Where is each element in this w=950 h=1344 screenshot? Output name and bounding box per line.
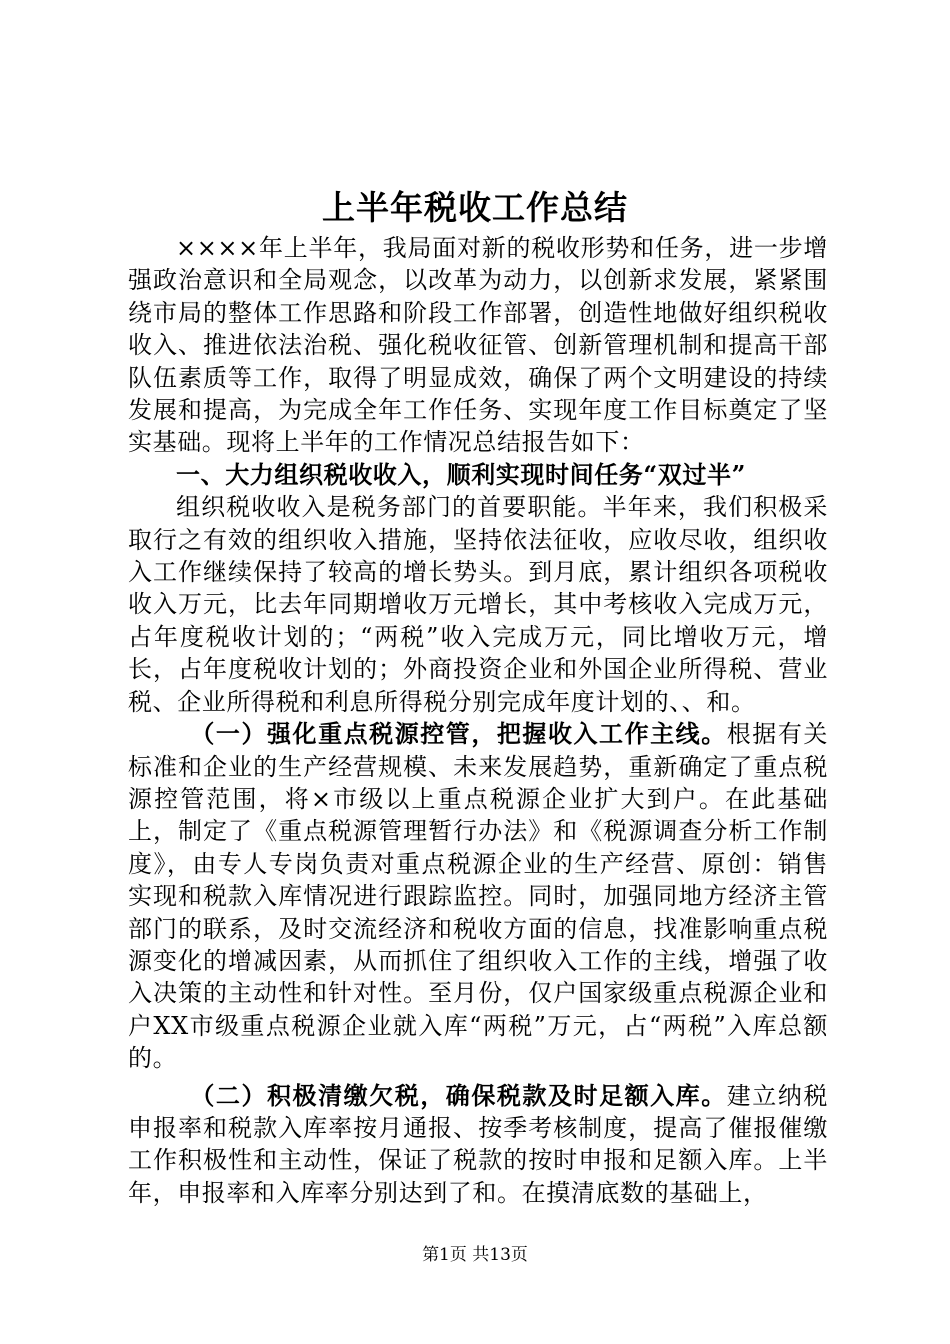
subsection-1-paragraph <box>128 718 828 1074</box>
section-1-paragraph: 组织税收收入是税务部门的首要职能。半年来，我们积极采取行之有效的组织收入措施，坚持依法征收，应收尽收，组织收入工作继续保持了较高的增长势头。到月底，累计组织各项税收收入万元，比去年同期增收万元增长，其中考核收入完成万元，占年度税收计划的；“两税”收入完成万元，同比增收万元，增长，占年度税收计划的；外商投资企业和外国企业所得税、营业税、企业所得税和利息所得税分别完成年度计划的、、和。 <box>128 493 828 716</box>
document-body <box>128 232 828 1209</box>
subsection-1-lead: （一）强化重点税源控管，把握收入工作主线。 <box>190 719 727 749</box>
section-heading-1: 一、大力组织税收收入，顺利实现时间任务“双过半” <box>176 459 747 489</box>
subsection-1-body: 根据有关标准和企业的生产经营规模、未来发展趋势，重新确定了重点税源控管范围，将×市级以上重点税源企业扩大到户。在此基础上，制定了《重点税源管理暂行办法》和《税源调查分析工作制度》，由专人专岗负责对重点税源企业的生产经营、原创：销售实现和税款入库情况进行跟踪监控。同时，加强同地方经济主管部门的联系，及时交流经济和税收方面的信息，找准影响重点税源变化的增减因素，从而抓住了组织收入工作的主线，增强了收入决策的主动性和针对性。至月份，仅户国家级重点税源企业和户XX市级重点税源企业就入库“两税”万元，占“两税”入库总额的。 <box>128 720 828 1073</box>
subsection-2-lead: （二）积极清缴欠税，确保税款及时足额入库。 <box>190 1080 727 1110</box>
page-footer: 第1页 共13页 <box>422 1245 528 1265</box>
subsection-2-paragraph <box>128 1080 828 1210</box>
document-title: 上半年税收工作总结 <box>322 188 628 227</box>
subsection-2-body: 建立纳税申报率和税款入库率按月通报、按季考核制度，提高了催报催缴工作积极性和主动性，保证了税款的按时申报和足额入库。上半年，申报率和入库率分别达到了和。在摸清底数的基础上， <box>128 1081 828 1207</box>
intro-paragraph: ××××年上半年，我局面对新的税收形势和任务，进一步增强政治意识和全局观念，以改革为动力，以创新求发展，紧紧围绕市局的整体工作思路和阶段工作部署，创造性地做好组织税收收入、推进依法治税、强化税收征管、创新管理机制和提高干部队伍素质等工作，取得了明显成效，确保了两个文明建设的持续发展和提高，为完成全年工作任务、实现年度工作目标奠定了坚实基础。现将上半年的工作情况总结报告如下： <box>128 234 828 457</box>
